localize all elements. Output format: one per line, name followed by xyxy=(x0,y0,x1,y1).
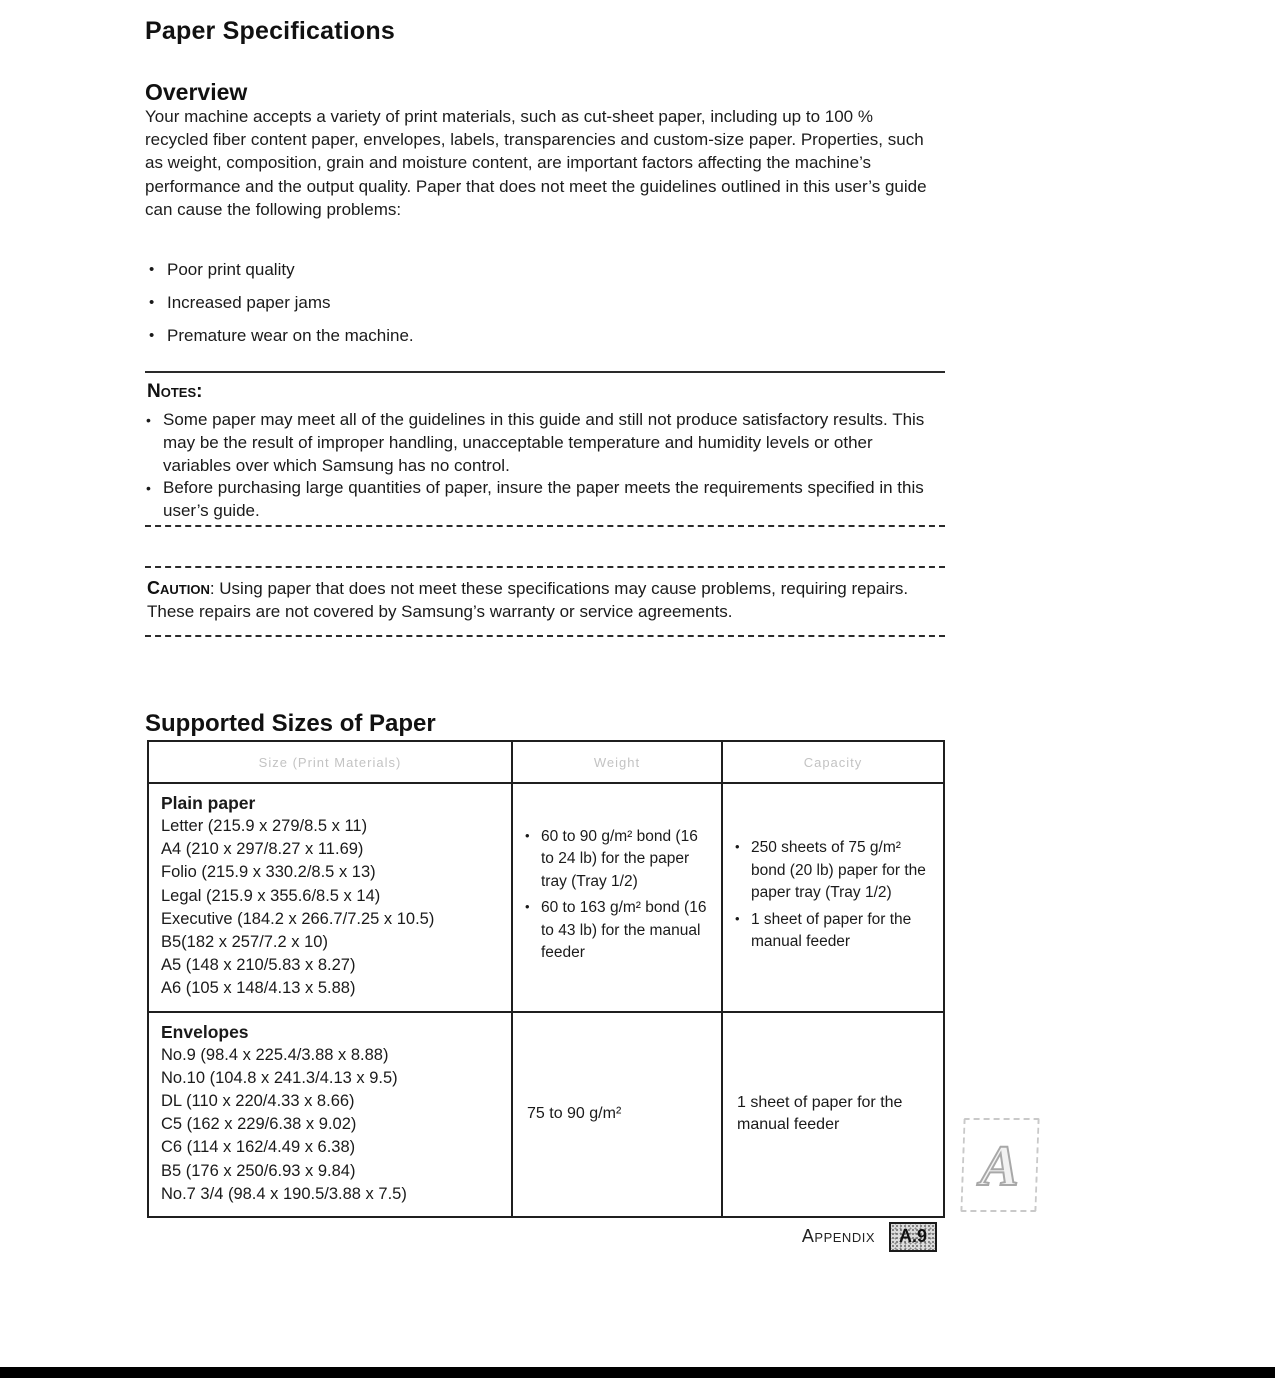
footer-appendix-label: Appendix xyxy=(801,1226,875,1246)
weight-bullet-list xyxy=(521,826,715,965)
size-line: A5 (148 x 210/5.83 x 8.27) xyxy=(161,956,356,975)
list-item: • Premature wear on the machine. xyxy=(145,325,940,347)
size-line: C6 (114 x 162/4.49 x 6.38) xyxy=(161,1138,356,1157)
capacity-value: 1 sheet of paper for the manual feeder xyxy=(737,1094,903,1134)
envelopes-capacity-cell xyxy=(722,1012,944,1217)
page-number-badge: A.9 xyxy=(889,1222,937,1252)
notes-label: Notes: xyxy=(147,381,203,402)
overview-bullet-list xyxy=(145,259,940,358)
table-header-row xyxy=(148,741,944,783)
size-line: A6 (105 x 148/4.13 x 5.88) xyxy=(161,979,356,998)
page-title: Paper Specifications xyxy=(145,16,395,45)
category-label: Envelopes xyxy=(161,1021,249,1042)
caution-text: : Using paper that does not meet these specifications may cause problems, requiring repairs. These repairs are not covered by Samsung’s warranty or service agreements. xyxy=(147,579,909,621)
overview-paragraph: Your machine accepts a variety of print materials, such as cut-sheet paper, including up to 100 % recycled fiber content paper, envelopes, labels, transparencies and custom-size paper. Properties, such as weight, composition, grain and moisture content, are important factors affecting the machine’s performance and the output quality. Paper that does not meet the guidelines outlined in this user’s guide can cause the following problems: xyxy=(145,107,927,219)
list-item: • Increased paper jams xyxy=(145,292,940,314)
caution-paragraph xyxy=(147,577,943,623)
plain-paper-sizes-cell xyxy=(148,783,512,1012)
size-line: Legal (215.9 x 355.6/8.5 x 14) xyxy=(161,886,381,905)
list-item: • Poor print quality xyxy=(145,259,940,281)
column-header-size: Size (Print Materials) xyxy=(148,741,512,783)
list-item: • 60 to 163 g/m² bond (16 to 43 lb) for the manual feeder xyxy=(521,897,715,965)
page-footer xyxy=(145,1222,937,1252)
appendix-tab-icon xyxy=(960,1118,1039,1212)
size-line: Folio (215.9 x 330.2/8.5 x 13) xyxy=(161,863,376,882)
table-row-envelopes xyxy=(148,1012,944,1217)
notes-bullet-list xyxy=(145,409,945,523)
size-line: DL (110 x 220/4.33 x 8.66) xyxy=(161,1092,355,1111)
size-line: No.10 (104.8 x 241.3/4.13 x 9.5) xyxy=(161,1068,398,1087)
size-line: B5 (176 x 250/6.93 x 9.84) xyxy=(161,1161,356,1180)
scan-edge-artifact xyxy=(0,1367,1275,1378)
overview-heading: Overview xyxy=(145,79,248,106)
size-line: A4 (210 x 297/8.27 x 11.69) xyxy=(161,840,364,859)
plain-paper-weight-cell xyxy=(512,783,722,1012)
table-row-plain-paper xyxy=(148,783,944,1012)
notes-section xyxy=(145,371,945,527)
capacity-bullet-list xyxy=(731,837,937,954)
size-line: No.9 (98.4 x 225.4/3.88 x 8.88) xyxy=(161,1045,389,1064)
list-item: • Before purchasing large quantities of paper, insure the paper meets the requirements specified in this user’s guide. xyxy=(145,477,945,523)
list-item: • 250 sheets of 75 g/m² bond (20 lb) paper for the paper tray (Tray 1/2) xyxy=(731,837,937,905)
list-item: • 1 sheet of paper for the manual feeder xyxy=(731,909,937,954)
envelopes-weight-cell xyxy=(512,1012,722,1217)
envelopes-sizes-cell xyxy=(148,1012,512,1217)
size-line: B5(182 x 257/7.2 x 10) xyxy=(161,933,328,952)
plain-paper-capacity-cell xyxy=(722,783,944,1012)
paper-sizes-table xyxy=(147,740,945,1218)
size-line: Executive (184.2 x 266.7/7.25 x 10.5) xyxy=(161,909,435,928)
supported-sizes-heading: Supported Sizes of Paper xyxy=(145,709,436,737)
column-header-capacity: Capacity xyxy=(722,741,944,783)
caution-label: Caution xyxy=(147,578,210,598)
size-line: C5 (162 x 229/6.38 x 9.02) xyxy=(161,1115,357,1134)
caution-section xyxy=(145,566,945,637)
size-line: No.7 3/4 (98.4 x 190.5/3.88 x 7.5) xyxy=(161,1184,407,1203)
category-label: Plain paper xyxy=(161,793,256,813)
list-item: • Some paper may meet all of the guidelines in this guide and still not produce satisfactory results. This may be the result of improper handling, unacceptable temperature and humidity levels or other variables over which Samsung has no control. xyxy=(145,409,945,477)
size-line: Letter (215.9 x 279/8.5 x 11) xyxy=(161,817,368,835)
weight-value: 75 to 90 g/m² xyxy=(527,1105,622,1123)
appendix-letter-icon: A xyxy=(979,1132,1021,1198)
column-header-weight: Weight xyxy=(512,741,722,783)
list-item: • 60 to 90 g/m² bond (16 to 24 lb) for the paper tray (Tray 1/2) xyxy=(521,826,715,894)
